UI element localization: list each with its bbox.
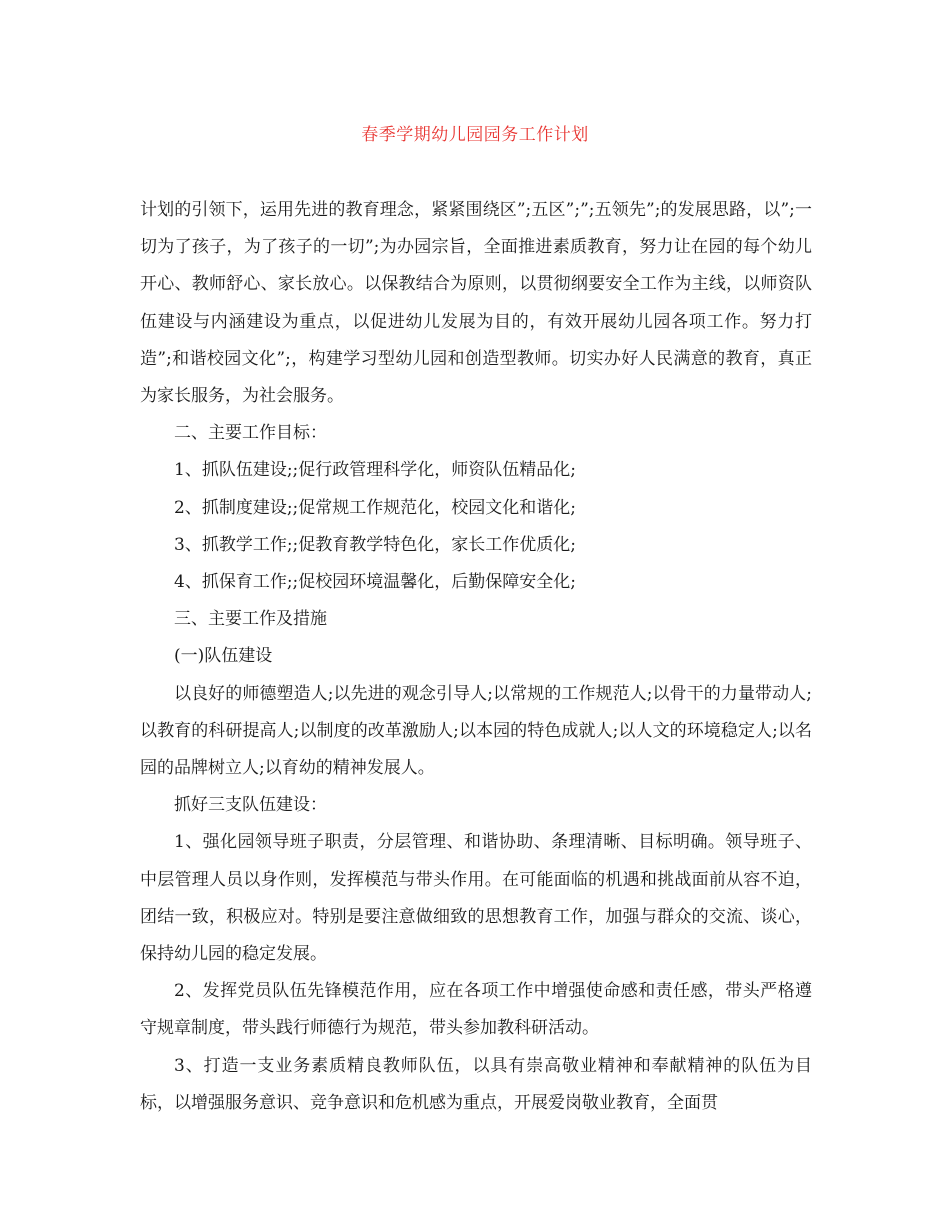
page-title: 春季学期幼儿园园务工作计划 [361,125,589,145]
paragraph: 抓好三支队伍建设： [174,795,327,816]
paragraph: 1、抓队伍建设;;促行政管理科学化，师资队伍精品化; [174,460,576,481]
paragraph: 2、发挥党员队伍先锋模范作用，应在各项工作中增强使命感和责任感，带头严格遵守规章制度，带头践行师德行为规范，带头参加教科研活动。 [140,981,812,1039]
paragraph: 2、抓制度建设;;促常规工作规范化，校园文化和谐化; [174,497,576,518]
paragraph: 以良好的师德塑造人;以先进的观念引导人;以常规的工作规范人;以骨干的力量带动人;以教育的科研提高人;以制度的改革激励人;以本园的特色成就人;以人文的环境稳定人;以名园的品牌树立人;以育幼的精神发展人。 [140,683,812,779]
document-body [140,192,812,1122]
paragraph: 4、抓保育工作;;促校园环境温馨化，后勤保障安全化; [174,572,576,593]
paragraph: 3、打造一支业务素质精良教师队伍，以具有崇高敬业精神和奉献精神的队伍为目标，以增强服务意识、竞争意识和危机感为重点，开展爱岗敬业教育，全面贯 [140,1055,812,1113]
paragraph: 二、主要工作目标： [174,423,327,444]
paragraph: 三、主要工作及措施 [174,609,327,630]
paragraph: 计划的引领下，运用先进的教育理念，紧紧围绕区”;五区”;”;五领先”;的发展思路，以”;一切为了孩子，为了孩子的一切”;为办园宗旨，全面推进素质教育，努力让在园的每个幼儿开心、教师舒心、家长放心。以保教结合为原则，以贯彻纲要安全工作为主线，以师资队伍建设与内涵建设为重点，以促进幼儿发展为目的，有效开展幼儿园各项工作。努力打造”;和谐校园文化”;，构建学习型幼儿园和创造型教师。切实办好人民满意的教育，真正为家长服务，为社会服务。 [140,200,812,407]
paragraph: (一)队伍建设 [174,646,273,667]
paragraph: 3、抓教学工作;;促教育教学特色化，家长工作优质化; [174,534,576,555]
paragraph: 1、强化园领导班子职责，分层管理、和谐协助、条理清晰、目标明确。领导班子、中层管理人员以身作则，发挥模范与带头作用。在可能面临的机遇和挑战面前从容不迫，团结一致，积极应对。特别是要注意做细致的思想教育工作，加强与群众的交流、谈心，保持幼儿园的稳定发展。 [140,832,812,965]
